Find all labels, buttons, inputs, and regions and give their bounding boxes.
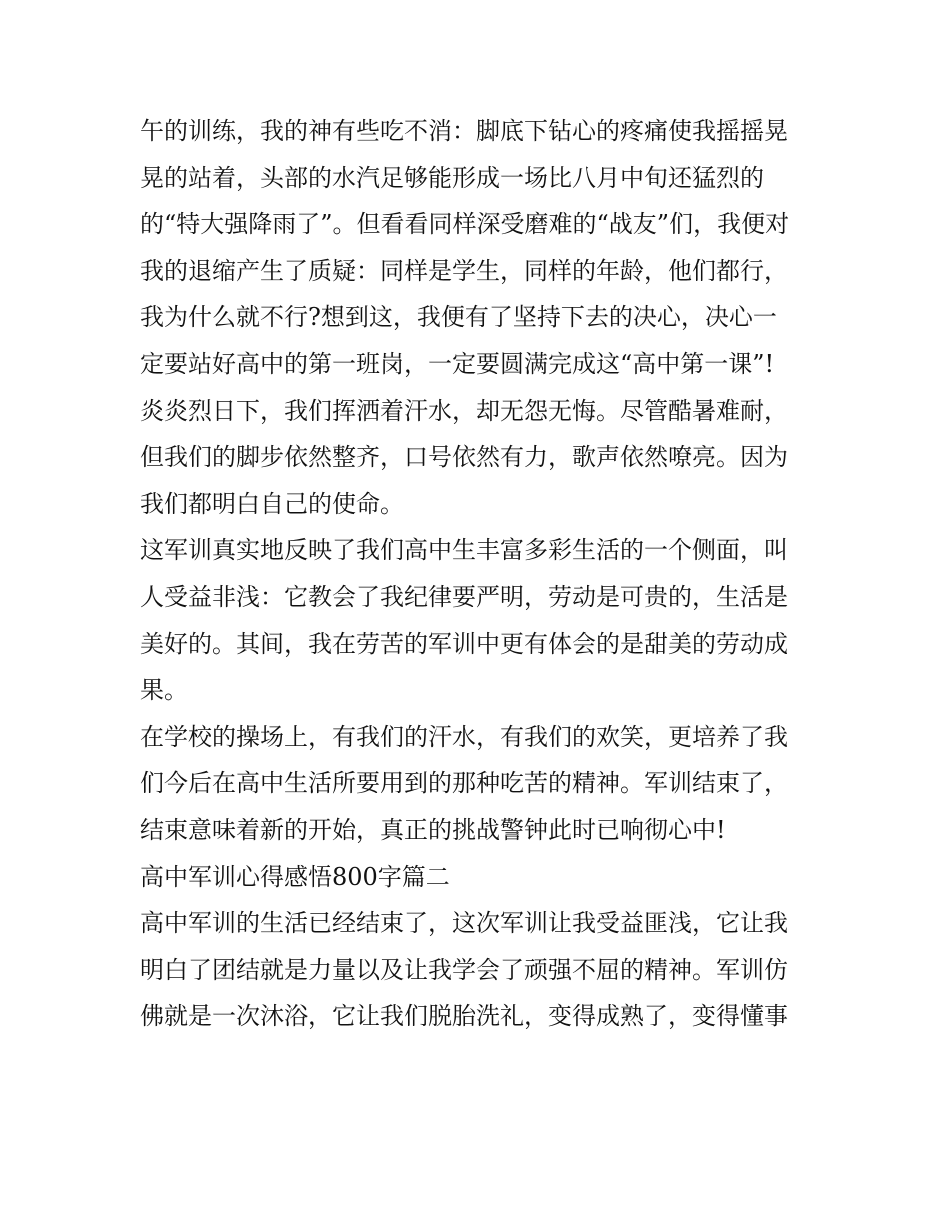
text-line: 们今后在高中生活所要用到的那种吃苦的精神。军训结束了， [140,769,788,798]
text-line: 明白了团结就是力量以及让我学会了顽强不屈的精神。军训仿 [140,955,788,984]
text-line: 我为什么就不行?想到这，我便有了坚持下去的决心，决心一 [140,303,777,332]
text-line: 这军训真实地反映了我们高中生丰富多彩生活的一个侧面，叫 [140,536,788,565]
text-line: 但我们的脚步依然整齐，口号依然有力，歌声依然嘹亮。因为 [140,443,788,472]
text-line: 午的训练，我的神有些吃不消：脚底下钻心的疼痛使我摇摇晃 [140,117,788,145]
document-body [140,108,820,1040]
text-line: 人受益非浅：它教会了我纪律要严明，劳动是可贵的，生活是 [140,582,788,611]
section-heading: 高中军训心得感悟800字篇二 [140,862,450,891]
text-line: 高中军训的生活已经结束了，这次军训让我受益匪浅，它让我 [140,909,788,938]
text-line: 果。 [140,676,188,705]
text-line: 我的退缩产生了质疑：同样是学生，同样的年龄，他们都行， [140,256,788,285]
text-line: 的“特大强降雨了”。但看看同样深受磨难的“战友”们，我便对 [140,210,790,239]
text-line: 晃的站着，头部的水汽足够能形成一场比八月中旬还猛烈的 [140,163,764,192]
text-line: 我们都明白自己的使命。 [140,489,404,518]
text-line: 美好的。其间，我在劳苦的军训中更有体会的是甜美的劳动成 [140,629,788,658]
text-line: 结束意味着新的开始，真正的挑战警钟此时已响彻心中! [140,815,726,844]
text-line: 炎炎烈日下，我们挥洒着汗水，却无怨无悔。尽管酷暑难耐， [140,396,788,425]
text-line: 佛就是一次沐浴，它让我们脱胎洗礼，变得成熟了，变得懂事 [140,1002,788,1031]
text-line: 定要站好高中的第一班岗，一定要圆满完成这“高中第一课”! [140,349,775,378]
text-line: 在学校的操场上，有我们的汗水，有我们的欢笑，更培养了我 [140,722,788,751]
